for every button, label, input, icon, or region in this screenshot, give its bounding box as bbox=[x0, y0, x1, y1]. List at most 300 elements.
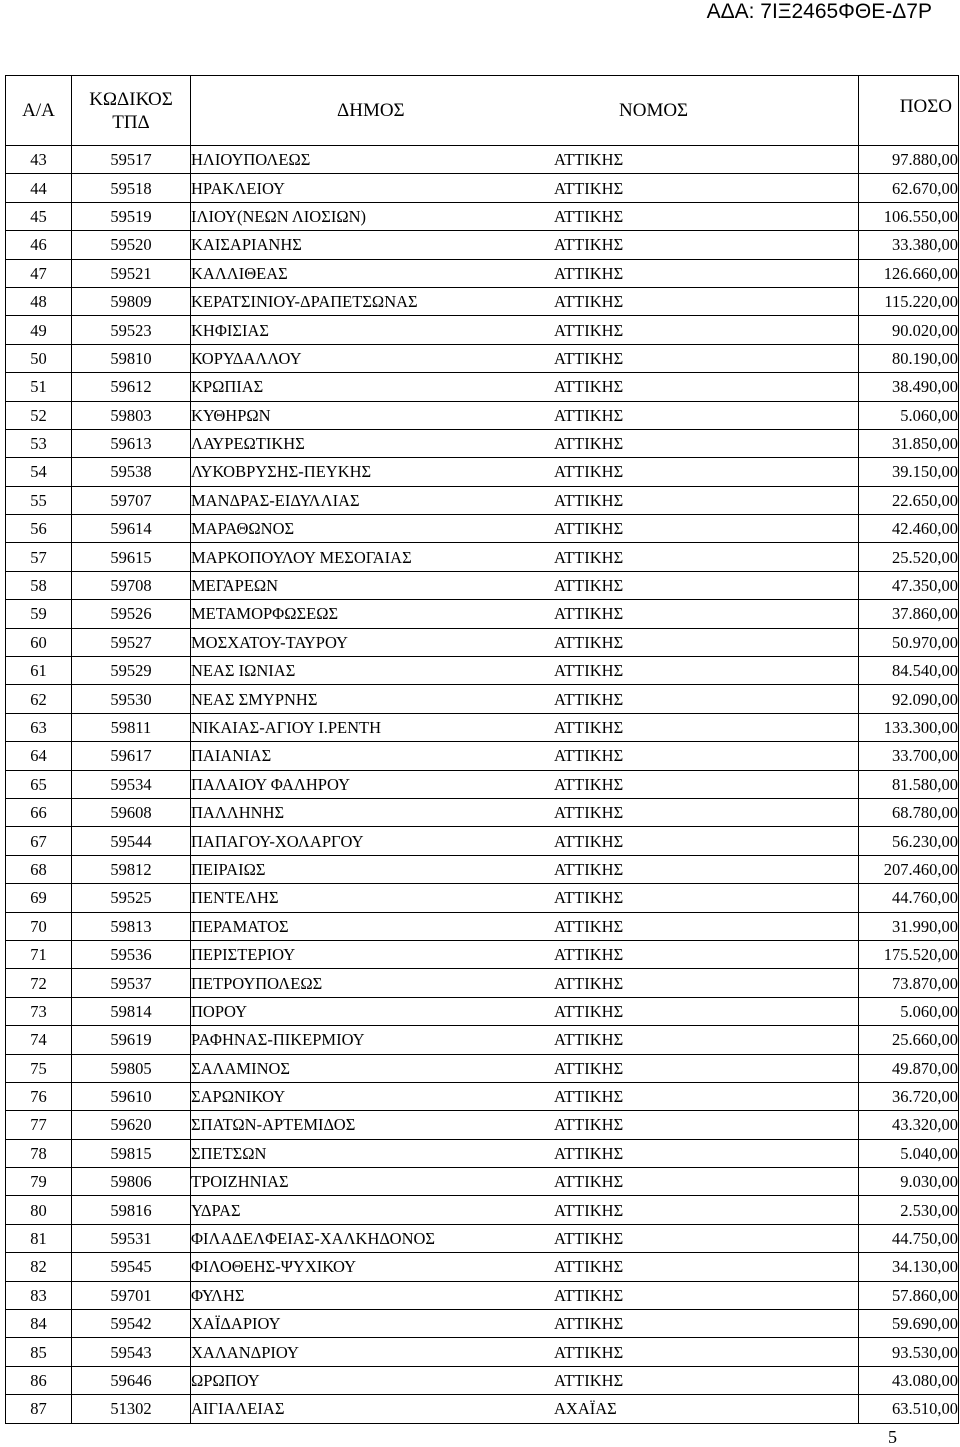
row-dimos: ΠΕΡΙΣΤΕΡΙΟΥ bbox=[191, 945, 296, 965]
row-dimos: ΚΕΡΑΤΣΙΝΙΟΥ-ΔΡΑΠΕΤΣΩΝΑΣ bbox=[191, 292, 418, 312]
header-code-line2: ΤΠΔ bbox=[112, 111, 150, 133]
row-dimos: ΚΑΛΛΙΘΕΑΣ bbox=[191, 263, 288, 283]
row-code: 51302 bbox=[72, 1395, 191, 1423]
row-aa: 51 bbox=[6, 373, 72, 401]
row-code: 59518 bbox=[72, 174, 191, 202]
row-dimos-nomos bbox=[191, 1168, 859, 1196]
table-row bbox=[6, 600, 959, 628]
table-row bbox=[6, 543, 959, 571]
row-aa: 59 bbox=[6, 600, 72, 628]
header-poso: ΠΟΣΟ bbox=[859, 76, 959, 146]
row-dimos-nomos bbox=[191, 713, 859, 741]
row-nomos: ΑΤΤΙΚΗΣ bbox=[554, 945, 624, 965]
row-code: 59537 bbox=[72, 969, 191, 997]
row-aa: 56 bbox=[6, 515, 72, 543]
row-dimos-nomos bbox=[191, 1196, 859, 1224]
row-dimos: ΙΛΙΟΥ(ΝΕΩΝ ΛΙΟΣΙΩΝ) bbox=[191, 206, 366, 226]
row-poso: 92.090,00 bbox=[859, 685, 959, 713]
row-poso: 38.490,00 bbox=[859, 373, 959, 401]
table-row bbox=[6, 231, 959, 259]
row-aa: 44 bbox=[6, 174, 72, 202]
row-dimos: ΠΕΙΡΑΙΩΣ bbox=[191, 859, 266, 879]
table-row bbox=[6, 628, 959, 656]
table-row bbox=[6, 742, 959, 770]
row-poso: 93.530,00 bbox=[859, 1338, 959, 1366]
row-aa: 46 bbox=[6, 231, 72, 259]
row-aa: 71 bbox=[6, 940, 72, 968]
row-dimos-nomos bbox=[191, 401, 859, 429]
table-row bbox=[6, 344, 959, 372]
row-code: 59538 bbox=[72, 458, 191, 486]
row-aa: 87 bbox=[6, 1395, 72, 1423]
row-nomos: ΑΤΤΙΚΗΣ bbox=[554, 661, 624, 681]
row-dimos-nomos bbox=[191, 373, 859, 401]
row-dimos-nomos bbox=[191, 1253, 859, 1281]
row-dimos: ΠΕΡΑΜΑΤΟΣ bbox=[191, 916, 289, 936]
row-nomos: ΑΤΤΙΚΗΣ bbox=[554, 1229, 624, 1249]
row-poso: 43.080,00 bbox=[859, 1366, 959, 1394]
table-row bbox=[6, 1310, 959, 1338]
row-poso: 5.060,00 bbox=[859, 997, 959, 1025]
row-nomos: ΑΤΤΙΚΗΣ bbox=[554, 490, 624, 510]
row-nomos: ΑΤΤΙΚΗΣ bbox=[554, 604, 624, 624]
row-nomos: ΑΤΤΙΚΗΣ bbox=[554, 235, 624, 255]
table-row bbox=[6, 1338, 959, 1366]
row-code: 59805 bbox=[72, 1054, 191, 1082]
row-poso: 80.190,00 bbox=[859, 344, 959, 372]
row-dimos: ΚΡΩΠΙΑΣ bbox=[191, 377, 264, 397]
row-dimos-nomos bbox=[191, 657, 859, 685]
row-aa: 50 bbox=[6, 344, 72, 372]
row-nomos: ΑΤΤΙΚΗΣ bbox=[554, 1370, 624, 1390]
row-dimos-nomos bbox=[191, 1224, 859, 1252]
row-dimos: ΡΑΦΗΝΑΣ-ΠΙΚΕΡΜΙΟΥ bbox=[191, 1030, 365, 1050]
row-poso: 2.530,00 bbox=[859, 1196, 959, 1224]
row-dimos-nomos bbox=[191, 543, 859, 571]
table-row bbox=[6, 287, 959, 315]
row-poso: 50.970,00 bbox=[859, 628, 959, 656]
table-row bbox=[6, 1395, 959, 1423]
table-row bbox=[6, 259, 959, 287]
row-nomos: ΑΤΤΙΚΗΣ bbox=[554, 1200, 624, 1220]
row-nomos: ΑΤΤΙΚΗΣ bbox=[554, 718, 624, 737]
row-dimos-nomos bbox=[191, 202, 859, 230]
row-aa: 75 bbox=[6, 1054, 72, 1082]
table-row bbox=[6, 373, 959, 401]
row-nomos: ΑΤΤΙΚΗΣ bbox=[554, 1143, 624, 1163]
row-poso: 33.380,00 bbox=[859, 231, 959, 259]
table-row bbox=[6, 1168, 959, 1196]
row-dimos-nomos bbox=[191, 146, 859, 174]
row-nomos: ΑΤΤΙΚΗΣ bbox=[554, 576, 624, 596]
row-aa: 57 bbox=[6, 543, 72, 571]
row-dimos-nomos bbox=[191, 515, 859, 543]
table-row bbox=[6, 1253, 959, 1281]
header-dimos: ΔΗΜΟΣ bbox=[337, 100, 405, 121]
row-poso: 133.300,00 bbox=[859, 713, 959, 741]
table-row bbox=[6, 969, 959, 997]
row-dimos-nomos bbox=[191, 231, 859, 259]
row-aa: 67 bbox=[6, 827, 72, 855]
row-dimos: ΦΥΛΗΣ bbox=[191, 1285, 245, 1305]
row-poso: 56.230,00 bbox=[859, 827, 959, 855]
row-poso: 68.780,00 bbox=[859, 798, 959, 826]
row-poso: 5.040,00 bbox=[859, 1139, 959, 1167]
row-code: 59542 bbox=[72, 1310, 191, 1338]
row-dimos: ΝΕΑΣ ΣΜΥΡΝΗΣ bbox=[191, 689, 318, 709]
row-dimos: ΚΗΦΙΣΙΑΣ bbox=[191, 320, 270, 340]
row-code: 59810 bbox=[72, 344, 191, 372]
row-dimos-nomos bbox=[191, 259, 859, 287]
row-code: 59525 bbox=[72, 884, 191, 912]
row-nomos: ΑΤΤΙΚΗΣ bbox=[554, 405, 624, 425]
header-dimos-nomos bbox=[191, 76, 859, 146]
row-dimos: ΧΑΛΑΝΔΡΙΟΥ bbox=[191, 1342, 299, 1362]
row-poso: 84.540,00 bbox=[859, 657, 959, 685]
row-dimos-nomos bbox=[191, 287, 859, 315]
row-dimos-nomos bbox=[191, 1338, 859, 1366]
row-aa: 55 bbox=[6, 486, 72, 514]
row-nomos: ΑΤΤΙΚΗΣ bbox=[554, 888, 624, 908]
row-code: 59707 bbox=[72, 486, 191, 514]
row-dimos: ΧΑΪΔΑΡΙΟΥ bbox=[191, 1314, 281, 1334]
row-code: 59620 bbox=[72, 1111, 191, 1139]
row-code: 59536 bbox=[72, 940, 191, 968]
row-dimos: ΜΑΝΔΡΑΣ-ΕΙΔΥΛΛΙΑΣ bbox=[191, 490, 360, 510]
row-dimos: ΛΑΥΡΕΩΤΙΚΗΣ bbox=[191, 434, 305, 454]
row-aa: 68 bbox=[6, 855, 72, 883]
table-row bbox=[6, 912, 959, 940]
row-nomos: ΑΤΤΙΚΗΣ bbox=[554, 178, 624, 198]
row-code: 59803 bbox=[72, 401, 191, 429]
row-dimos: ΗΡΑΚΛΕΙΟΥ bbox=[191, 178, 285, 198]
row-poso: 62.670,00 bbox=[859, 174, 959, 202]
row-dimos-nomos bbox=[191, 600, 859, 628]
row-aa: 73 bbox=[6, 997, 72, 1025]
row-nomos: ΑΤΤΙΚΗΣ bbox=[554, 1314, 624, 1334]
row-nomos: ΑΤΤΙΚΗΣ bbox=[554, 1058, 624, 1078]
row-dimos: ΣΠΕΤΣΩΝ bbox=[191, 1143, 267, 1163]
row-aa: 61 bbox=[6, 657, 72, 685]
row-dimos: ΠΑΙΑΝΙΑΣ bbox=[191, 746, 272, 766]
row-nomos: ΑΤΤΙΚΗΣ bbox=[554, 916, 624, 936]
row-dimos-nomos bbox=[191, 1366, 859, 1394]
row-poso: 31.990,00 bbox=[859, 912, 959, 940]
row-dimos-nomos bbox=[191, 997, 859, 1025]
row-dimos: ΣΑΡΩΝΙΚΟΥ bbox=[191, 1087, 286, 1107]
row-aa: 48 bbox=[6, 287, 72, 315]
row-poso: 47.350,00 bbox=[859, 571, 959, 599]
row-aa: 58 bbox=[6, 571, 72, 599]
page-number: 5 bbox=[888, 1427, 897, 1447]
row-dimos-nomos bbox=[191, 940, 859, 968]
row-aa: 70 bbox=[6, 912, 72, 940]
row-nomos: ΑΤΤΙΚΗΣ bbox=[554, 348, 624, 368]
row-aa: 76 bbox=[6, 1082, 72, 1110]
row-aa: 69 bbox=[6, 884, 72, 912]
row-poso: 31.850,00 bbox=[859, 429, 959, 457]
row-dimos: ΛΥΚΟΒΡΥΣΗΣ-ΠΕΥΚΗΣ bbox=[191, 462, 372, 482]
row-poso: 63.510,00 bbox=[859, 1395, 959, 1423]
row-nomos: ΑΤΤΙΚΗΣ bbox=[554, 1172, 624, 1192]
row-code: 59812 bbox=[72, 855, 191, 883]
row-dimos: ΝΕΑΣ ΙΩΝΙΑΣ bbox=[191, 661, 296, 681]
row-poso: 59.690,00 bbox=[859, 1310, 959, 1338]
row-nomos: ΑΤΤΙΚΗΣ bbox=[554, 973, 624, 993]
row-nomos: ΑΤΤΙΚΗΣ bbox=[554, 1115, 624, 1135]
row-aa: 77 bbox=[6, 1111, 72, 1139]
row-dimos-nomos bbox=[191, 571, 859, 599]
row-nomos: ΑΤΤΙΚΗΣ bbox=[554, 547, 624, 567]
table-row bbox=[6, 940, 959, 968]
row-code: 59615 bbox=[72, 543, 191, 571]
row-dimos: ΥΔΡΑΣ bbox=[191, 1200, 241, 1220]
row-dimos: ΠΑΛΛΗΝΗΣ bbox=[191, 803, 285, 823]
row-aa: 72 bbox=[6, 969, 72, 997]
row-nomos: ΑΤΤΙΚΗΣ bbox=[554, 377, 624, 397]
row-code: 59517 bbox=[72, 146, 191, 174]
row-poso: 37.860,00 bbox=[859, 600, 959, 628]
row-nomos: ΑΤΤΙΚΗΣ bbox=[554, 774, 624, 794]
row-code: 59815 bbox=[72, 1139, 191, 1167]
row-dimos-nomos bbox=[191, 798, 859, 826]
table-row bbox=[6, 1054, 959, 1082]
row-aa: 43 bbox=[6, 146, 72, 174]
row-code: 59811 bbox=[72, 713, 191, 741]
row-aa: 52 bbox=[6, 401, 72, 429]
row-aa: 86 bbox=[6, 1366, 72, 1394]
row-aa: 84 bbox=[6, 1310, 72, 1338]
table-row bbox=[6, 1196, 959, 1224]
table-row bbox=[6, 1281, 959, 1309]
row-poso: 44.760,00 bbox=[859, 884, 959, 912]
row-poso: 126.660,00 bbox=[859, 259, 959, 287]
row-dimos-nomos bbox=[191, 1054, 859, 1082]
row-code: 59612 bbox=[72, 373, 191, 401]
table-row bbox=[6, 1139, 959, 1167]
row-nomos: ΑΤΤΙΚΗΣ bbox=[554, 1257, 624, 1277]
row-code: 59523 bbox=[72, 316, 191, 344]
row-code: 59529 bbox=[72, 657, 191, 685]
row-dimos-nomos bbox=[191, 174, 859, 202]
table-row bbox=[6, 401, 959, 429]
row-dimos-nomos bbox=[191, 827, 859, 855]
row-poso: 5.060,00 bbox=[859, 401, 959, 429]
ada-code: ΑΔΑ: 7ΙΞ2465ΦΘΕ-Δ7Ρ bbox=[706, 0, 932, 23]
row-aa: 63 bbox=[6, 713, 72, 741]
row-poso: 33.700,00 bbox=[859, 742, 959, 770]
table-row bbox=[6, 174, 959, 202]
row-dimos-nomos bbox=[191, 628, 859, 656]
row-nomos: ΑΤΤΙΚΗΣ bbox=[554, 803, 624, 823]
row-dimos-nomos bbox=[191, 344, 859, 372]
row-aa: 49 bbox=[6, 316, 72, 344]
row-poso: 115.220,00 bbox=[859, 287, 959, 315]
row-dimos: ΠΑΛΑΙΟΥ ΦΑΛΗΡΟΥ bbox=[191, 774, 350, 794]
row-nomos: ΑΤΤΙΚΗΣ bbox=[554, 519, 624, 539]
row-dimos: ΝΙΚΑΙΑΣ-ΑΓΙΟΥ Ι.ΡΕΝΤΗ bbox=[191, 718, 382, 737]
table-row bbox=[6, 571, 959, 599]
row-nomos: ΑΤΤΙΚΗΣ bbox=[554, 746, 624, 766]
row-dimos-nomos bbox=[191, 1281, 859, 1309]
table-row bbox=[6, 997, 959, 1025]
row-aa: 64 bbox=[6, 742, 72, 770]
row-dimos: ΦΙΛΟΘΕΗΣ-ΨΥΧΙΚΟΥ bbox=[191, 1257, 357, 1277]
allocation-table bbox=[5, 75, 959, 1424]
row-poso: 43.320,00 bbox=[859, 1111, 959, 1139]
row-nomos: ΑΧΑΪΑΣ bbox=[554, 1399, 617, 1419]
row-poso: 49.870,00 bbox=[859, 1054, 959, 1082]
table-row bbox=[6, 855, 959, 883]
row-poso: 175.520,00 bbox=[859, 940, 959, 968]
row-dimos: ΤΡΟΙΖΗΝΙΑΣ bbox=[191, 1172, 289, 1192]
row-aa: 81 bbox=[6, 1224, 72, 1252]
table-row bbox=[6, 713, 959, 741]
table-row bbox=[6, 1082, 959, 1110]
row-dimos: ΑΙΓΙΑΛΕΙΑΣ bbox=[191, 1399, 285, 1419]
row-aa: 85 bbox=[6, 1338, 72, 1366]
row-poso: 97.880,00 bbox=[859, 146, 959, 174]
row-dimos-nomos bbox=[191, 912, 859, 940]
row-dimos: ΜΑΡΚΟΠΟΥΛΟΥ ΜΕΣΟΓΑΙΑΣ bbox=[191, 547, 412, 567]
row-code: 59613 bbox=[72, 429, 191, 457]
row-dimos-nomos bbox=[191, 1310, 859, 1338]
row-code: 59816 bbox=[72, 1196, 191, 1224]
row-code: 59526 bbox=[72, 600, 191, 628]
table-row bbox=[6, 1111, 959, 1139]
row-code: 59534 bbox=[72, 770, 191, 798]
row-poso: 42.460,00 bbox=[859, 515, 959, 543]
row-poso: 39.150,00 bbox=[859, 458, 959, 486]
row-code: 59543 bbox=[72, 1338, 191, 1366]
row-aa: 83 bbox=[6, 1281, 72, 1309]
row-aa: 54 bbox=[6, 458, 72, 486]
row-dimos: ΦΙΛΑΔΕΛΦΕΙΑΣ-ΧΑΛΚΗΔΟΝΟΣ bbox=[191, 1229, 436, 1249]
row-nomos: ΑΤΤΙΚΗΣ bbox=[554, 206, 624, 226]
row-poso: 106.550,00 bbox=[859, 202, 959, 230]
row-nomos: ΑΤΤΙΚΗΣ bbox=[554, 859, 624, 879]
row-nomos: ΑΤΤΙΚΗΣ bbox=[554, 632, 624, 652]
row-nomos: ΑΤΤΙΚΗΣ bbox=[554, 292, 624, 312]
row-code: 59520 bbox=[72, 231, 191, 259]
row-code: 59544 bbox=[72, 827, 191, 855]
table-row bbox=[6, 146, 959, 174]
table-row bbox=[6, 1026, 959, 1054]
row-code: 59809 bbox=[72, 287, 191, 315]
row-dimos-nomos bbox=[191, 429, 859, 457]
row-dimos-nomos bbox=[191, 855, 859, 883]
row-code: 59530 bbox=[72, 685, 191, 713]
row-dimos: ΚΑΙΣΑΡΙΑΝΗΣ bbox=[191, 235, 302, 255]
row-code: 59519 bbox=[72, 202, 191, 230]
row-dimos: ΗΛΙΟΥΠΟΛΕΩΣ bbox=[191, 150, 311, 170]
row-dimos-nomos bbox=[191, 685, 859, 713]
table-row bbox=[6, 884, 959, 912]
table-row bbox=[6, 202, 959, 230]
row-dimos: ΜΟΣΧΑΤΟΥ-ΤΑΥΡΟΥ bbox=[191, 632, 348, 652]
row-code: 59646 bbox=[72, 1366, 191, 1394]
row-poso: 57.860,00 bbox=[859, 1281, 959, 1309]
row-poso: 90.020,00 bbox=[859, 316, 959, 344]
row-dimos: ΩΡΩΠΟΥ bbox=[191, 1370, 260, 1390]
header-code bbox=[72, 76, 191, 146]
row-nomos: ΑΤΤΙΚΗΣ bbox=[554, 1342, 624, 1362]
row-dimos-nomos bbox=[191, 1082, 859, 1110]
row-poso: 34.130,00 bbox=[859, 1253, 959, 1281]
row-dimos-nomos bbox=[191, 770, 859, 798]
table-header-row bbox=[6, 76, 959, 146]
row-code: 59708 bbox=[72, 571, 191, 599]
row-nomos: ΑΤΤΙΚΗΣ bbox=[554, 689, 624, 709]
row-nomos: ΑΤΤΙΚΗΣ bbox=[554, 1285, 624, 1305]
row-poso: 9.030,00 bbox=[859, 1168, 959, 1196]
row-poso: 25.520,00 bbox=[859, 543, 959, 571]
row-nomos: ΑΤΤΙΚΗΣ bbox=[554, 150, 624, 170]
row-dimos: ΠΕΝΤΕΛΗΣ bbox=[191, 888, 279, 908]
row-dimos-nomos bbox=[191, 742, 859, 770]
table-row bbox=[6, 486, 959, 514]
row-aa: 53 bbox=[6, 429, 72, 457]
row-aa: 74 bbox=[6, 1026, 72, 1054]
row-code: 59806 bbox=[72, 1168, 191, 1196]
row-aa: 66 bbox=[6, 798, 72, 826]
header-nomos: ΝΟΜΟΣ bbox=[619, 100, 689, 121]
row-aa: 62 bbox=[6, 685, 72, 713]
row-dimos-nomos bbox=[191, 884, 859, 912]
row-poso: 22.650,00 bbox=[859, 486, 959, 514]
row-poso: 81.580,00 bbox=[859, 770, 959, 798]
row-aa: 79 bbox=[6, 1168, 72, 1196]
row-aa: 45 bbox=[6, 202, 72, 230]
row-dimos: ΜΑΡΑΘΩΝΟΣ bbox=[191, 519, 295, 539]
row-dimos: ΣΑΛΑΜΙΝΟΣ bbox=[191, 1058, 290, 1078]
row-dimos: ΚΟΡΥΔΑΛΛΟΥ bbox=[191, 348, 302, 368]
table-row bbox=[6, 1224, 959, 1252]
table-row bbox=[6, 515, 959, 543]
row-code: 59545 bbox=[72, 1253, 191, 1281]
table-row bbox=[6, 458, 959, 486]
table-row bbox=[6, 685, 959, 713]
row-code: 59617 bbox=[72, 742, 191, 770]
table-row bbox=[6, 770, 959, 798]
row-code: 59531 bbox=[72, 1224, 191, 1252]
table-row bbox=[6, 827, 959, 855]
row-dimos: ΜΕΤΑΜΟΡΦΩΣΕΩΣ bbox=[191, 604, 339, 624]
row-code: 59619 bbox=[72, 1026, 191, 1054]
row-poso: 207.460,00 bbox=[859, 855, 959, 883]
row-nomos: ΑΤΤΙΚΗΣ bbox=[554, 1087, 624, 1107]
row-code: 59521 bbox=[72, 259, 191, 287]
row-aa: 78 bbox=[6, 1139, 72, 1167]
row-aa: 47 bbox=[6, 259, 72, 287]
row-aa: 65 bbox=[6, 770, 72, 798]
row-dimos: ΠΟΡΟΥ bbox=[191, 1001, 248, 1021]
row-poso: 73.870,00 bbox=[859, 969, 959, 997]
row-dimos-nomos bbox=[191, 458, 859, 486]
row-code: 59614 bbox=[72, 515, 191, 543]
row-code: 59527 bbox=[72, 628, 191, 656]
row-dimos-nomos bbox=[191, 1139, 859, 1167]
row-nomos: ΑΤΤΙΚΗΣ bbox=[554, 1030, 624, 1050]
row-code: 59608 bbox=[72, 798, 191, 826]
row-nomos: ΑΤΤΙΚΗΣ bbox=[554, 434, 624, 454]
header-code-line1: ΚΩΔΙΚΟΣ bbox=[89, 88, 173, 110]
table-row bbox=[6, 798, 959, 826]
row-dimos-nomos bbox=[191, 1026, 859, 1054]
row-dimos-nomos bbox=[191, 1111, 859, 1139]
row-dimos-nomos bbox=[191, 969, 859, 997]
table-row bbox=[6, 429, 959, 457]
